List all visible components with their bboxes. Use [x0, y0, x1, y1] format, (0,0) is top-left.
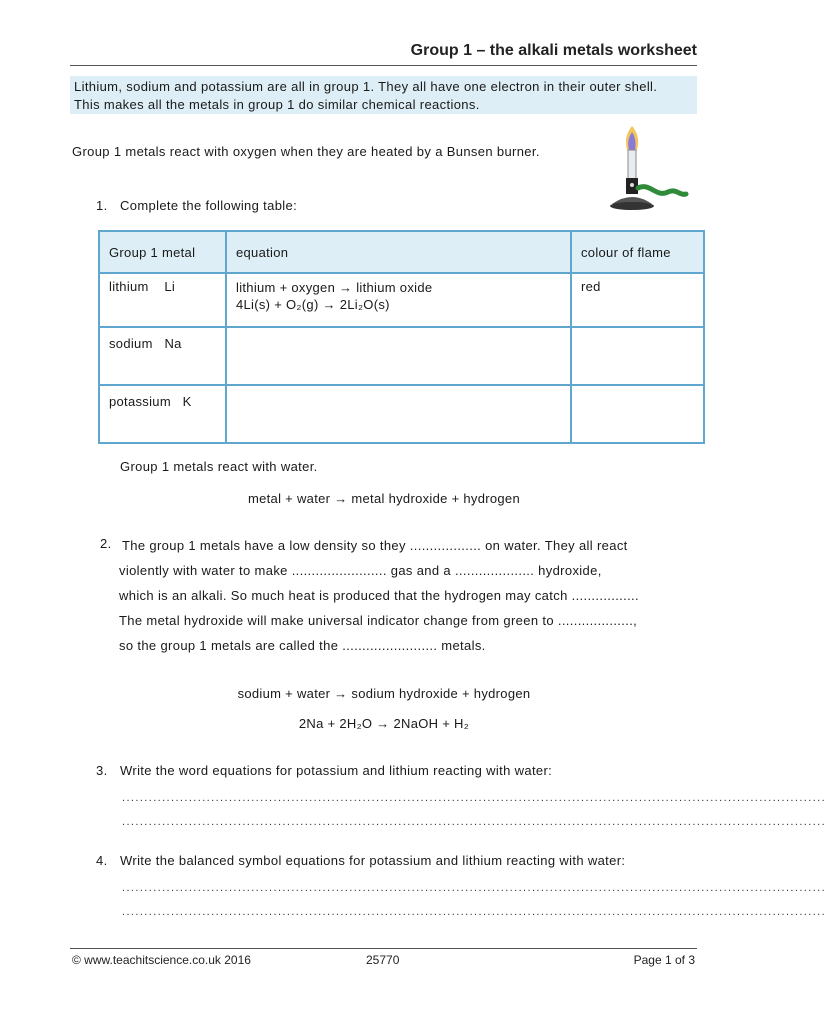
table-header-metal: Group 1 metal: [99, 231, 226, 273]
q4-answer-line-2[interactable]: ..............................................................................................................................................................: [122, 906, 826, 918]
q3-answer-line-1[interactable]: ..............................................................................................................................................................: [122, 792, 826, 804]
intro-line-2: This makes all the metals in group 1 do similar chemical reactions.: [74, 97, 480, 112]
water-intro: Group 1 metals react with water.: [120, 459, 318, 474]
table-header-flame: colour of flame: [571, 231, 704, 273]
footer-divider: [70, 948, 697, 949]
q4-prompt: Write the balanced symbol equations for potassium and lithium reacting with water:: [120, 853, 626, 868]
q2-line-3[interactable]: which is an alkali. So much heat is produced that the hydrogen may catch .................: [119, 588, 639, 603]
flame-table: [98, 230, 705, 444]
footer-copyright[interactable]: © www.teachitscience.co.uk 2016: [72, 953, 251, 967]
q4-number: 4.: [96, 853, 108, 868]
q3-number: 3.: [96, 763, 108, 778]
cell-equation-blank[interactable]: [226, 385, 571, 443]
water-general-equation: metal + water → metal hydroxide + hydrogen: [247, 491, 520, 506]
title-divider: [70, 65, 697, 66]
bunsen-burner-icon: [600, 122, 690, 216]
q3-answer-line-2[interactable]: ..............................................................................................................................................................: [122, 816, 826, 828]
q3-prompt: Write the word equations for potassium and lithium reacting with water:: [120, 763, 553, 778]
intro-line-1: Lithium, sodium and potassium are all in group 1. They all have one electron in their outer shell.: [74, 79, 658, 94]
cell-equation-blank[interactable]: [226, 327, 571, 385]
q2-line-1[interactable]: The group 1 metals have a low density so they .................. on water. They all react: [122, 538, 628, 553]
footer-page-number: Page 1 of 3: [633, 953, 695, 967]
cell-equation: [226, 273, 571, 327]
q2-line-4[interactable]: The metal hydroxide will make universal indicator change from green to ...................,: [119, 613, 638, 628]
q1-number: 1.: [96, 198, 108, 213]
cell-flame-blank[interactable]: [571, 385, 704, 443]
q1-prompt: Complete the following table:: [120, 198, 298, 213]
cell-metal: potassium K: [99, 385, 226, 443]
page-title: Group 1 – the alkali metals worksheet: [410, 42, 697, 59]
table-row: [99, 273, 704, 327]
cell-metal: lithium Li: [99, 273, 226, 327]
equation-word: lithium + oxygen → lithium oxide: [236, 280, 433, 295]
cell-flame-blank[interactable]: [571, 327, 704, 385]
q2-line-5[interactable]: so the group 1 metals are called the ........................ metals.: [119, 638, 486, 653]
q2-number: 2.: [100, 536, 112, 551]
equation-symbol: 4Li(s) + O₂(g) → 2Li₂O(s): [236, 297, 390, 312]
intro-box: [70, 76, 697, 114]
table-header-row: [99, 231, 704, 273]
cell-metal: sodium Na: [99, 327, 226, 385]
footer-code: 25770: [366, 953, 400, 967]
table-row: [99, 385, 704, 443]
table-row: [99, 327, 704, 385]
sodium-word-equation: sodium + water → sodium hydroxide + hydrogen: [237, 686, 531, 701]
oxygen-intro: Group 1 metals react with oxygen when they are heated by a Bunsen burner.: [72, 144, 540, 159]
cell-flame: red: [571, 273, 704, 327]
sodium-symbol-equation: 2Na + 2H₂O → 2NaOH + H₂: [298, 716, 470, 731]
table-header-equation: equation: [226, 231, 571, 273]
q2-line-2[interactable]: violently with water to make ........................ gas and a .................... hydroxide,: [119, 563, 602, 578]
q4-answer-line-1[interactable]: ..............................................................................................................................................................: [122, 882, 826, 894]
